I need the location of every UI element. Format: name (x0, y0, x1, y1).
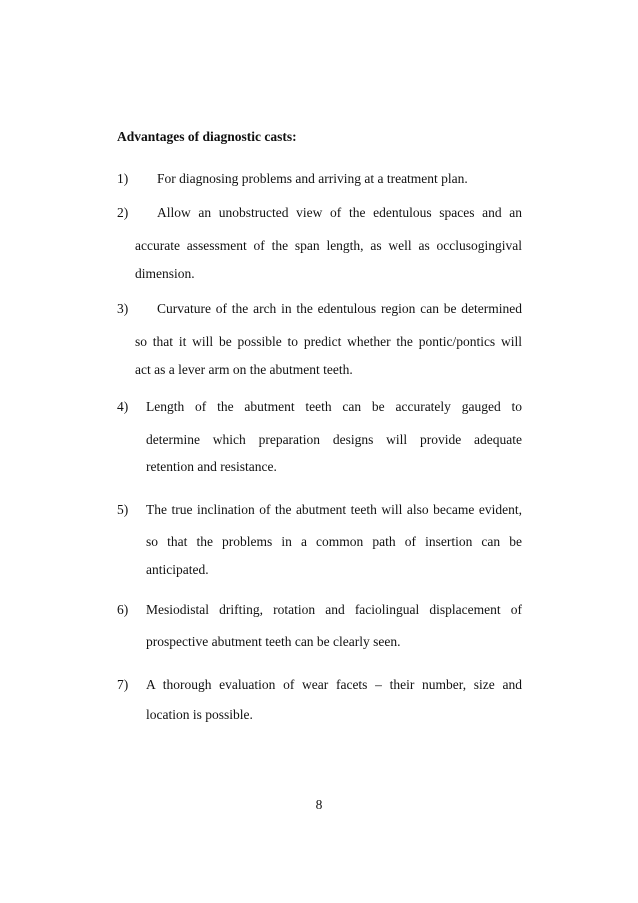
section-heading: Advantages of diagnostic casts: (117, 129, 297, 144)
list-number: 7) (117, 677, 129, 692)
list-item-line: so that the problems in a common path of insertion can be (146, 534, 522, 549)
list-item-line: Length of the abutment teeth can be accurately gauged to (146, 399, 522, 414)
list-number: 4) (117, 399, 129, 414)
list-item-line: For diagnosing problems and arriving at a treatment plan. (157, 171, 468, 186)
list-item-line: Mesiodistal drifting, rotation and faciolingual displacement of (146, 602, 522, 617)
list-item-line: A thorough evaluation of wear facets – their number, size and (146, 677, 522, 692)
list-item-line: Allow an unobstructed view of the edentulous spaces and an (157, 205, 522, 220)
list-number: 3) (117, 301, 129, 316)
list-item-line: Curvature of the arch in the edentulous region can be determined (157, 301, 522, 316)
list-number: 6) (117, 602, 129, 617)
list-number: 5) (117, 502, 129, 517)
list-number: 2) (117, 205, 129, 220)
list-number: 1) (117, 171, 129, 186)
list-item-line: prospective abutment teeth can be clearly seen. (146, 634, 401, 649)
list-item-line: determine which preparation designs will provide adequate (146, 432, 522, 447)
list-item-line: dimension. (135, 266, 195, 281)
list-item-line: retention and resistance. (146, 459, 277, 474)
page-number: 8 (315, 797, 323, 812)
list-item-line: The true inclination of the abutment teeth will also became evident, (146, 502, 522, 517)
list-item-line: location is possible. (146, 707, 253, 722)
list-item-line: act as a lever arm on the abutment teeth. (135, 362, 353, 377)
list-item-line: so that it will be possible to predict whether the pontic/pontics will (135, 334, 522, 349)
list-item-line: anticipated. (146, 562, 209, 577)
list-item-line: accurate assessment of the span length, as well as occlusogingival (135, 238, 522, 253)
